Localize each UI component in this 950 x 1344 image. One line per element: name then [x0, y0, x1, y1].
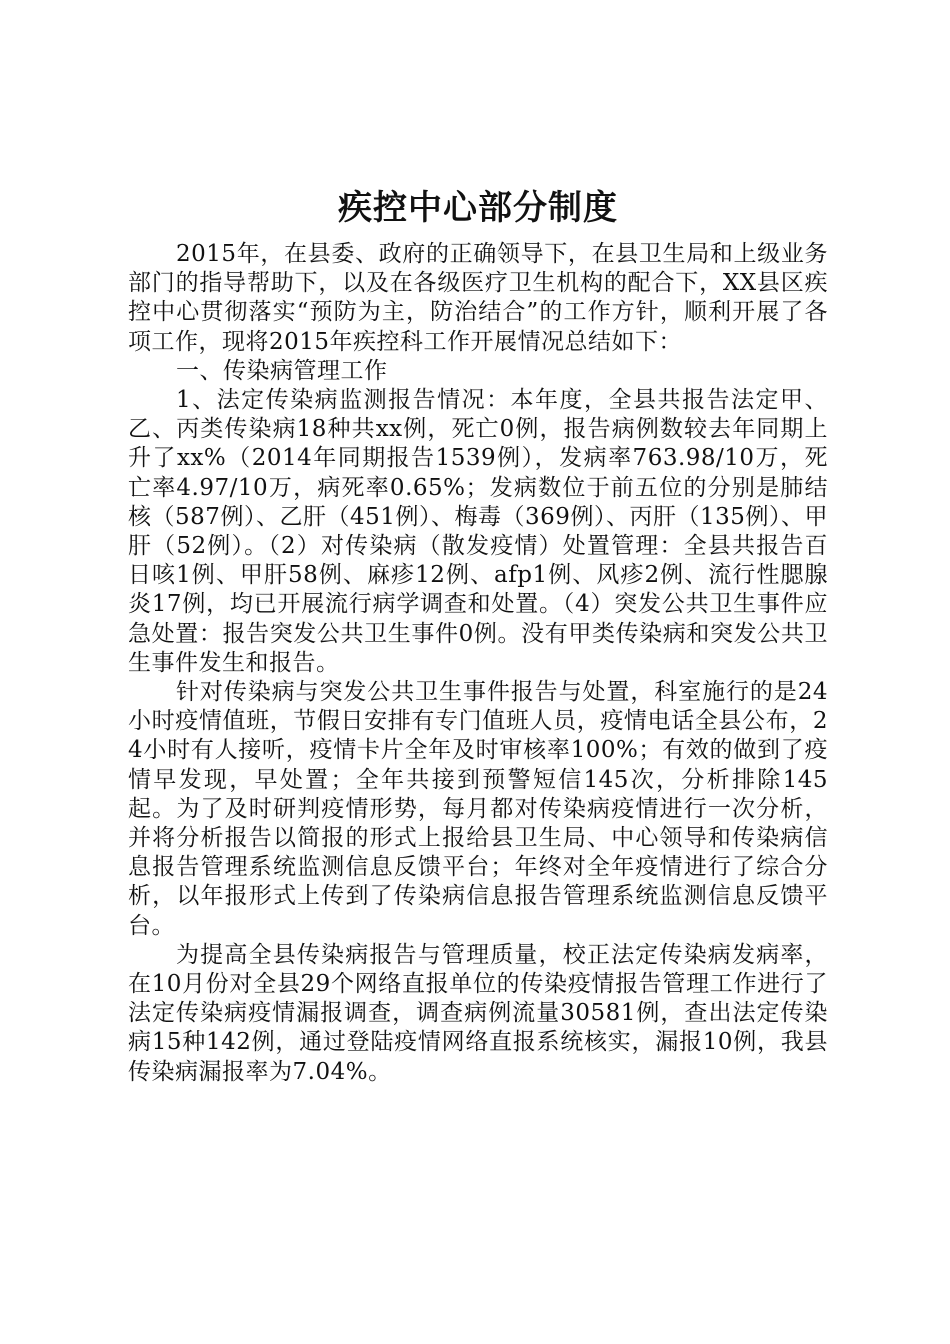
paragraph-surveillance-report: 1、法定传染病监测报告情况：本年度，全县共报告法定甲、乙、丙类传染病18种共xx例，死亡0例，报告病例数较去年同期上升了xx%（2014年同期报告1539例），发病率763.98/10万，死亡率4.97/10万，病死率0.65%；发病数位于前五位的分别是肺结核（587例）、乙肝（451例）、梅毒（369例）、丙肝（135例）、甲肝（52例）。（2）对传染病（散发疫情）处置管理：全县共报告百日咳1例、甲肝58例、麻疹12例、afp1例、风疹2例、流行性腮腺炎17例，均已开展流行病学调查和处置。（4）突发公共卫生事件应急处置：报告突发公共卫生事件0例。没有甲类传染病和突发公共卫生事件发生和报告。 — [128, 387, 828, 676]
document-title: 疾控中心部分制度 — [338, 188, 618, 228]
document-body — [128, 186, 828, 1087]
paragraph-underreporting-survey: 为提高全县传染病报告与管理质量，校正法定传染病发病率，在10月份对全县29个网络直报单位的传染疫情报告管理工作进行了法定传染病疫情漏报调查，调查病例流量30581例，查出法定传染病15种142例，通过登陆疫情网络直报系统核实，漏报10例，我县传染病漏报率为7.04%。 — [128, 941, 828, 1085]
paragraph-duty-and-analysis: 针对传染病与突发公共卫生事件报告与处置，科室施行的是24小时疫情值班，节假日安排有专门值班人员，疫情电话全县公布，24小时有人接听，疫情卡片全年及时审核率100%；有效的做到了疫情早发现，早处置；全年共接到预警短信145次，分析排除145起。为了及时研判疫情形势，每月都对传染病疫情进行一次分析，并将分析报告以简报的形式上报给县卫生局、中心领导和传染病信息报告管理系统监测信息反馈平台；年终对全年疫情进行了综合分析，以年报形式上传到了传染病信息报告管理系统监测信息反馈平台。 — [128, 679, 828, 939]
section-heading-infectious-disease: 一、传染病管理工作 — [176, 357, 388, 384]
paragraph-intro: 2015年，在县委、政府的正确领导下，在县卫生局和上级业务部门的指导帮助下，以及在各级医疗卫生机构的配合下，XX县区疾控中心贯彻落实“预防为主，防治结合”的工作方针，顺利开展了各项工作，现将2015年疾控科工作开展情况总结如下： — [128, 241, 828, 355]
